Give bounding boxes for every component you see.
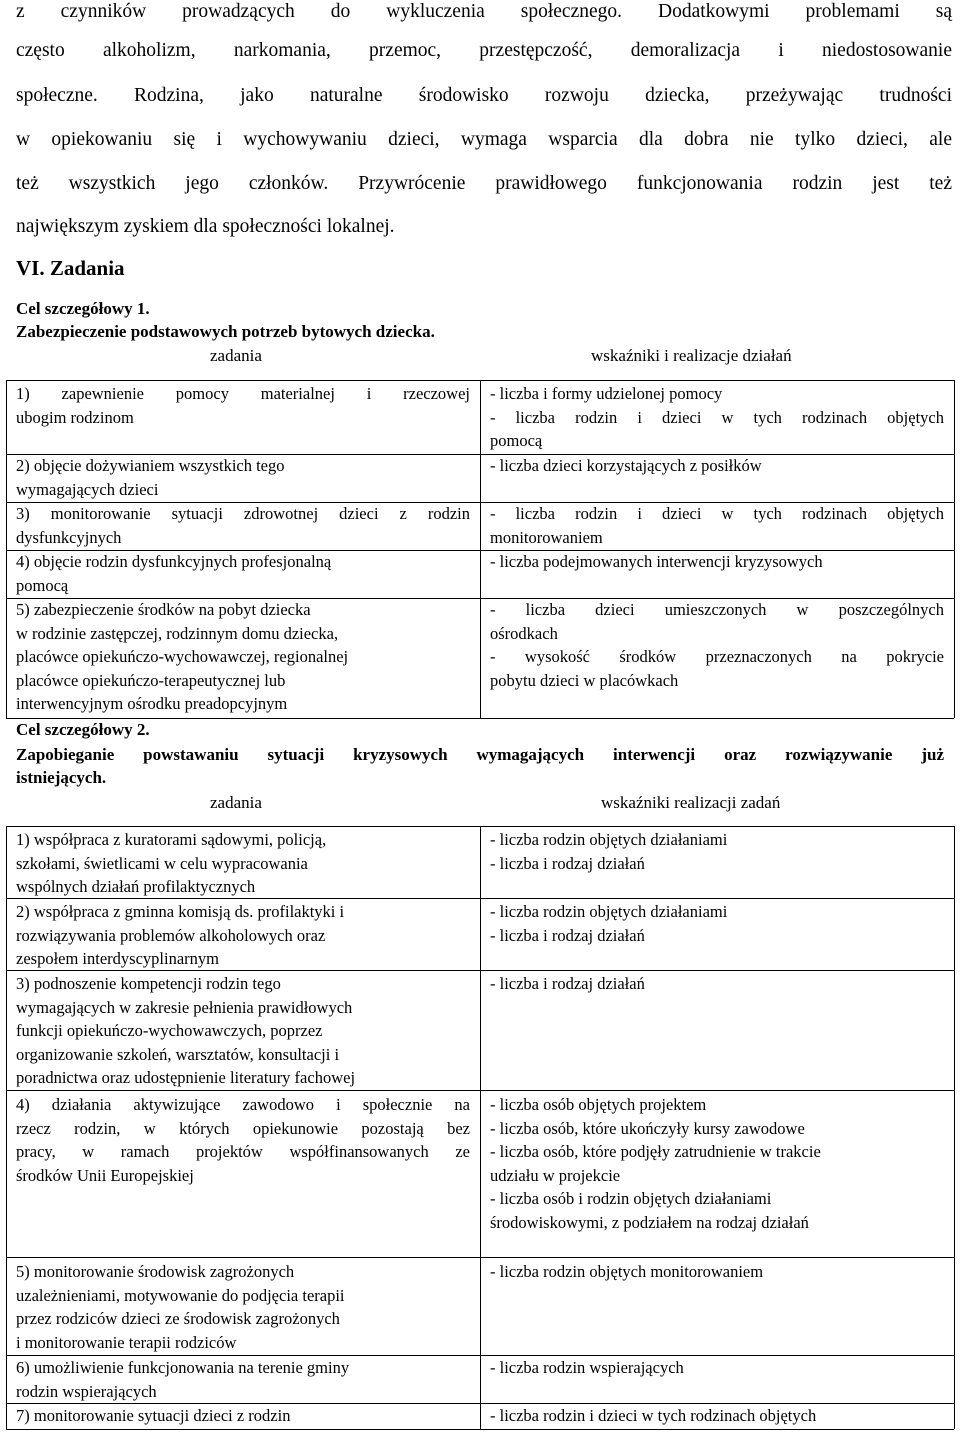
table-rule (6, 718, 954, 719)
task-line: 5) monitorowanie środowisk zagrożonych (16, 1262, 295, 1281)
goal2-row4-task (16, 1093, 470, 1187)
intro-line: największym zyskiem dla społeczności lokalnej. (16, 216, 395, 237)
goal1-row5-indicators (490, 598, 944, 692)
goal2-row5-task (16, 1260, 470, 1354)
task-line: dysfunkcyjnych (16, 527, 122, 547)
task-line: organizowanie szkoleń, warsztatów, konsultacji i (16, 1044, 340, 1064)
indicator-line: - liczba rodzin objętych działaniami (490, 902, 728, 921)
table-rule (954, 826, 955, 1429)
goal2-row4-indicators (490, 1093, 944, 1234)
goal1-row4-task (16, 550, 470, 597)
table-rule (6, 1429, 954, 1430)
task-line: 3) podnoszenie kompetencji rodzin tego (16, 974, 281, 993)
table-rule (6, 380, 7, 718)
task-line: rozwiązywania problemów alkoholowych oraz (16, 925, 326, 945)
task-line: wymagających dzieci (16, 479, 159, 499)
indicator-line: pobytu dzieci w placówkach (490, 670, 679, 690)
indicator-line: - liczba i rodzaj działań (490, 974, 645, 993)
indicator-line: - liczba rodzin i dzieci w tych rodzinach objętych (490, 1406, 817, 1425)
indicator-line: - liczba rodzin i dzieci w tych rodzinach objętych (490, 407, 944, 427)
indicator-line: - liczba dzieci umieszczonych w poszczególnych (490, 600, 944, 619)
goal1-col-tasks: zadania (210, 346, 262, 365)
intro-line: społeczne. Rodzina, jako naturalne środowisko rozwoju dziecka, przeżywając trudności (16, 85, 952, 106)
task-line: 2) objęcie dożywianiem wszystkich tego (16, 456, 285, 475)
indicator-line: - liczba osób, które podjęły zatrudnienie w trakcie (490, 1142, 821, 1161)
goal2-subtitle-line2: istniejących. (16, 768, 107, 787)
task-line: placówce opiekuńczo-terapeutycznej lub (16, 670, 286, 690)
goal1-row2-indicators (490, 454, 944, 478)
indicator-line: monitorowaniem (490, 527, 603, 547)
indicator-line: - liczba i rodzaj działań (490, 925, 645, 945)
goal2-row7-task (16, 1404, 470, 1428)
indicator-line: pomocą (490, 431, 543, 450)
goal2-subtitle-line1: Zapobieganie powstawaniu sytuacji kryzysowych wymagających interwencji oraz rozwiązywanie już (16, 745, 944, 764)
task-line: 7) monitorowanie sytuacji dzieci z rodzin (16, 1406, 291, 1425)
goal1-title: Cel szczegółowy 1. (16, 299, 150, 318)
indicator-line: - liczba rodzin wspierających (490, 1358, 684, 1377)
indicator-line: - liczba rodzin i dzieci w tych rodzinach objętych (490, 504, 944, 523)
indicator-line: - wysokość środków przeznaczonych na pokrycie (490, 647, 944, 666)
task-line: i monitorowanie terapii rodziców (16, 1332, 237, 1352)
table-rule (480, 826, 481, 1429)
table-rule (6, 826, 7, 1429)
indicator-line: - liczba osób objętych projektem (490, 1095, 707, 1114)
table-rule (954, 380, 955, 718)
goal1-row3-task (16, 502, 470, 549)
goal2-row3-task (16, 972, 470, 1090)
task-line: 4) działania aktywizujące zawodowo i społecznie na (16, 1095, 470, 1114)
intro-line: często alkoholizm, narkomania, przemoc, przestępczość, demoralizacja i niedostosowanie (16, 40, 952, 61)
task-line: 6) umożliwienie funkcjonowania na terenie gminy (16, 1358, 350, 1377)
section-heading: VI. Zadania (16, 256, 125, 280)
task-line: przez rodziców dzieci ze środowisk zagrożonych (16, 1309, 340, 1328)
goal2-row6-indicators (490, 1356, 944, 1380)
indicator-line: - liczba dzieci korzystających z posiłków (490, 456, 762, 475)
task-line: 2) współpraca z gminna komisją ds. profilaktyki i (16, 902, 345, 921)
goal2-row1-indicators (490, 828, 944, 875)
task-line: w rodzinie zastępczej, rodzinnym domu dziecka, (16, 623, 339, 643)
goal2-row1-task (16, 828, 470, 899)
indicator-line: - liczba rodzin objętych monitorowaniem (490, 1262, 764, 1281)
indicator-line: - liczba rodzin objętych działaniami (490, 830, 728, 849)
task-line: środków Unii Europejskiej (16, 1165, 194, 1185)
task-line: pracy, w ramach projektów współfinansowanych ze (16, 1142, 470, 1161)
indicator-line: - liczba i rodzaj działań (490, 853, 645, 873)
goal1-row4-indicators (490, 550, 944, 574)
table-rule (480, 380, 481, 718)
goal1-row1-task (16, 382, 470, 429)
indicator-line: - liczba i formy udzielonej pomocy (490, 384, 723, 403)
goal2-row2-task (16, 900, 470, 971)
goal2-row7-indicators (490, 1404, 944, 1428)
task-line: 3) monitorowanie sytuacji zdrowotnej dzieci z rodzin (16, 504, 470, 523)
task-line: interwencyjnym ośrodku preadopcyjnym (16, 694, 288, 713)
goal1-row3-indicators (490, 502, 944, 549)
task-line: 1) zapewnienie pomocy materialnej i rzeczowej (16, 384, 470, 403)
goal2-title: Cel szczegółowy 2. (16, 720, 150, 739)
indicator-line: ośrodkach (490, 623, 558, 643)
indicator-line: - liczba osób, które ukończyły kursy zawodowe (490, 1118, 805, 1138)
task-line: 4) objęcie rodzin dysfunkcyjnych profesjonalną (16, 552, 332, 571)
task-line: ubogim rodzinom (16, 407, 134, 427)
goal1-row5-task (16, 598, 470, 716)
task-line: szkołami, świetlicami w celu wypracowania (16, 853, 308, 873)
goal1-col-indicators: wskaźniki i realizacje działań (591, 346, 792, 365)
task-line: wspólnych działań profilaktycznych (16, 877, 256, 896)
task-line: poradnictwa oraz udostępnienie literatury fachowej (16, 1068, 356, 1087)
task-line: 5) zabezpieczenie środków na pobyt dziecka (16, 600, 311, 619)
goal2-row6-task (16, 1356, 470, 1403)
task-line: 1) współpraca z kuratorami sądowymi, policją, (16, 830, 327, 849)
goal2-col-tasks: zadania (210, 793, 262, 812)
task-line: funkcji opiekuńczo-wychowawczych, poprzez (16, 1021, 323, 1040)
task-line: rodzin wspierających (16, 1381, 157, 1401)
indicator-line: środowiskowymi, z podziałem na rodzaj działań (490, 1212, 809, 1232)
task-line: uzależnieniami, motywowanie do podjęcia terapii (16, 1285, 345, 1305)
intro-line: w opiekowaniu się i wychowywaniu dzieci, wymaga wsparcia dla dobra nie tylko dzieci, ale (16, 129, 952, 150)
goal2-col-indicators: wskaźniki realizacji zadań (601, 793, 781, 812)
goal2-row2-indicators (490, 900, 944, 947)
task-line: wymagających w zakresie pełnienia prawidłowych (16, 997, 353, 1017)
indicator-line: - liczba podejmowanych interwencji kryzysowych (490, 552, 823, 571)
task-line: zespołem interdyscyplinarnym (16, 949, 219, 968)
task-line: placówce opiekuńczo-wychowawczej, regionalnej (16, 647, 349, 666)
intro-line: z czynników prowadzących do wykluczenia społecznego. Dodatkowymi problemami są (16, 1, 952, 22)
goal1-subtitle: Zabezpieczenie podstawowych potrzeb bytowych dziecka. (16, 322, 435, 341)
goal2-row5-indicators (490, 1260, 944, 1284)
task-line: rzecz rodzin, w których opiekunowie pozostają bez (16, 1118, 470, 1138)
task-line: pomocą (16, 575, 69, 595)
intro-line: też wszystkich jego członków. Przywrócenie prawidłowego funkcjonowania rodzin jest też (16, 173, 952, 194)
indicator-line: - liczba osób i rodzin objętych działaniami (490, 1189, 772, 1208)
goal1-row1-indicators (490, 382, 944, 453)
goal1-row2-task (16, 454, 470, 501)
goal2-row3-indicators (490, 972, 944, 996)
indicator-line: udziału w projekcie (490, 1165, 621, 1185)
